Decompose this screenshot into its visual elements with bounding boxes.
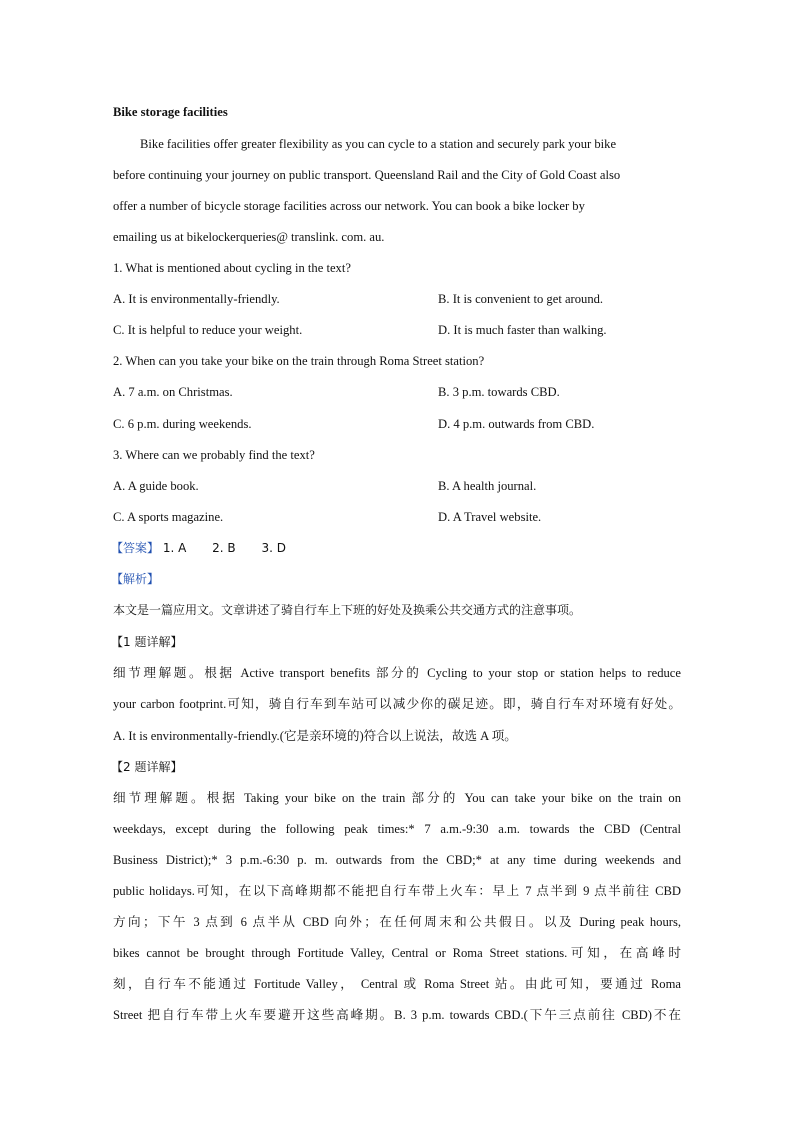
question-3-stem: 3. Where can we probably find the text? — [113, 448, 315, 462]
q2-detail-line-8: Street 把自行车带上火车要避开这些高峰期。B. 3 p.m. towards CBD.(下午三点前往 CBD)不在 — [113, 1008, 681, 1022]
q1-detail-label: 【1 题详解】 — [111, 635, 183, 649]
question-1-stem: 1. What is mentioned about cycling in the text? — [113, 261, 351, 275]
question-1-option-b: B. It is convenient to get around. — [438, 292, 604, 306]
answer-2: 2. B — [212, 541, 236, 555]
question-3-option-b: B. A health journal. — [438, 479, 537, 493]
answer-3: 3. D — [261, 541, 286, 555]
question-1-option-d: D. It is much faster than walking. — [438, 323, 607, 337]
q1-detail-line-1: 细节理解题。根据 Active transport benefits 部分的 Cycling to your stop or station helps to reduce — [113, 666, 681, 680]
question-2-option-d: D. 4 p.m. outwards from CBD. — [438, 417, 595, 431]
analysis-label — [111, 571, 159, 587]
question-2-option-c: C. 6 p.m. during weekends. — [113, 417, 252, 431]
q1-detail-line-2: your carbon footprint.可知，骑自行车到车站可以减少你的碳足迹。即，骑自行车对环境有好处。 — [113, 697, 681, 711]
answer-row — [111, 540, 308, 556]
analysis-summary: 本文是一篇应用文。文章讲述了骑自行车上下班的好处及换乘公共交通方式的注意事项。 — [113, 603, 582, 617]
q2-detail-line-5: 方向；下午 3 点到 6 点半从 CBD 向外；在任何周末和公共假日。以及 During peak hours, — [113, 915, 681, 929]
question-3-option-c: C. A sports magazine. — [113, 510, 224, 524]
question-3-option-a: A. A guide book. — [113, 479, 199, 493]
answer-label: 【答案】 — [111, 541, 160, 555]
passage-line-1: Bike facilities offer greater flexibility as you can cycle to a station and securely park your bike — [140, 137, 617, 151]
question-2-stem: 2. When can you take your bike on the train through Roma Street station? — [113, 354, 485, 368]
question-3-option-d: D. A Travel website. — [438, 510, 542, 524]
answer-1: 1. A — [162, 541, 187, 555]
question-2-option-b: B. 3 p.m. towards CBD. — [438, 385, 560, 399]
analysis-label-text: 【解析】 — [111, 572, 160, 586]
q2-detail-label: 【2 题详解】 — [111, 760, 183, 774]
q2-detail-line-7: 刻，自行车不能通过 Fortitude Valley， Central 或 Roma Street 站。由此可知，要通过 Roma — [113, 977, 681, 991]
passage-line-4: emailing us at bikelockerqueries@ translink. com. au. — [113, 230, 385, 244]
q2-detail-line-2: weekdays, except during the following peak times:* 7 a.m.-9:30 a.m. towards the CBD (Central — [113, 822, 681, 836]
question-1-option-c: C. It is helpful to reduce your weight. — [113, 323, 303, 337]
q2-detail-line-4: public holidays.可知，在以下高峰期都不能把自行车带上火车：早上 7 点半到 9 点半前往 CBD — [113, 884, 681, 898]
q2-detail-line-6: bikes cannot be brought through Fortitude Valley, Central or Roma Street stations.可知，在高峰时 — [113, 946, 681, 960]
question-1-option-a: A. It is environmentally-friendly. — [113, 292, 280, 306]
passage-title: Bike storage facilities — [113, 105, 228, 119]
q2-detail-line-1: 细节理解题。根据 Taking your bike on the train 部分的 You can take your bike on the train on — [113, 791, 681, 805]
passage-line-3: offer a number of bicycle storage facilities across our network. You can book a bike locker by — [113, 199, 585, 213]
q1-detail-line-3: A. It is environmentally-friendly.(它是亲环境的)符合以上说法，故选 A 项。 — [113, 729, 517, 743]
passage-line-2: before continuing your journey on public transport. Queensland Rail and the City of Gold Coast also — [113, 168, 621, 182]
question-2-option-a: A. 7 a.m. on Christmas. — [113, 385, 233, 399]
q2-detail-line-3: Business District);* 3 p.m.-6:30 p. m. outwards from the CBD;* at any time during weekends and — [113, 853, 681, 867]
